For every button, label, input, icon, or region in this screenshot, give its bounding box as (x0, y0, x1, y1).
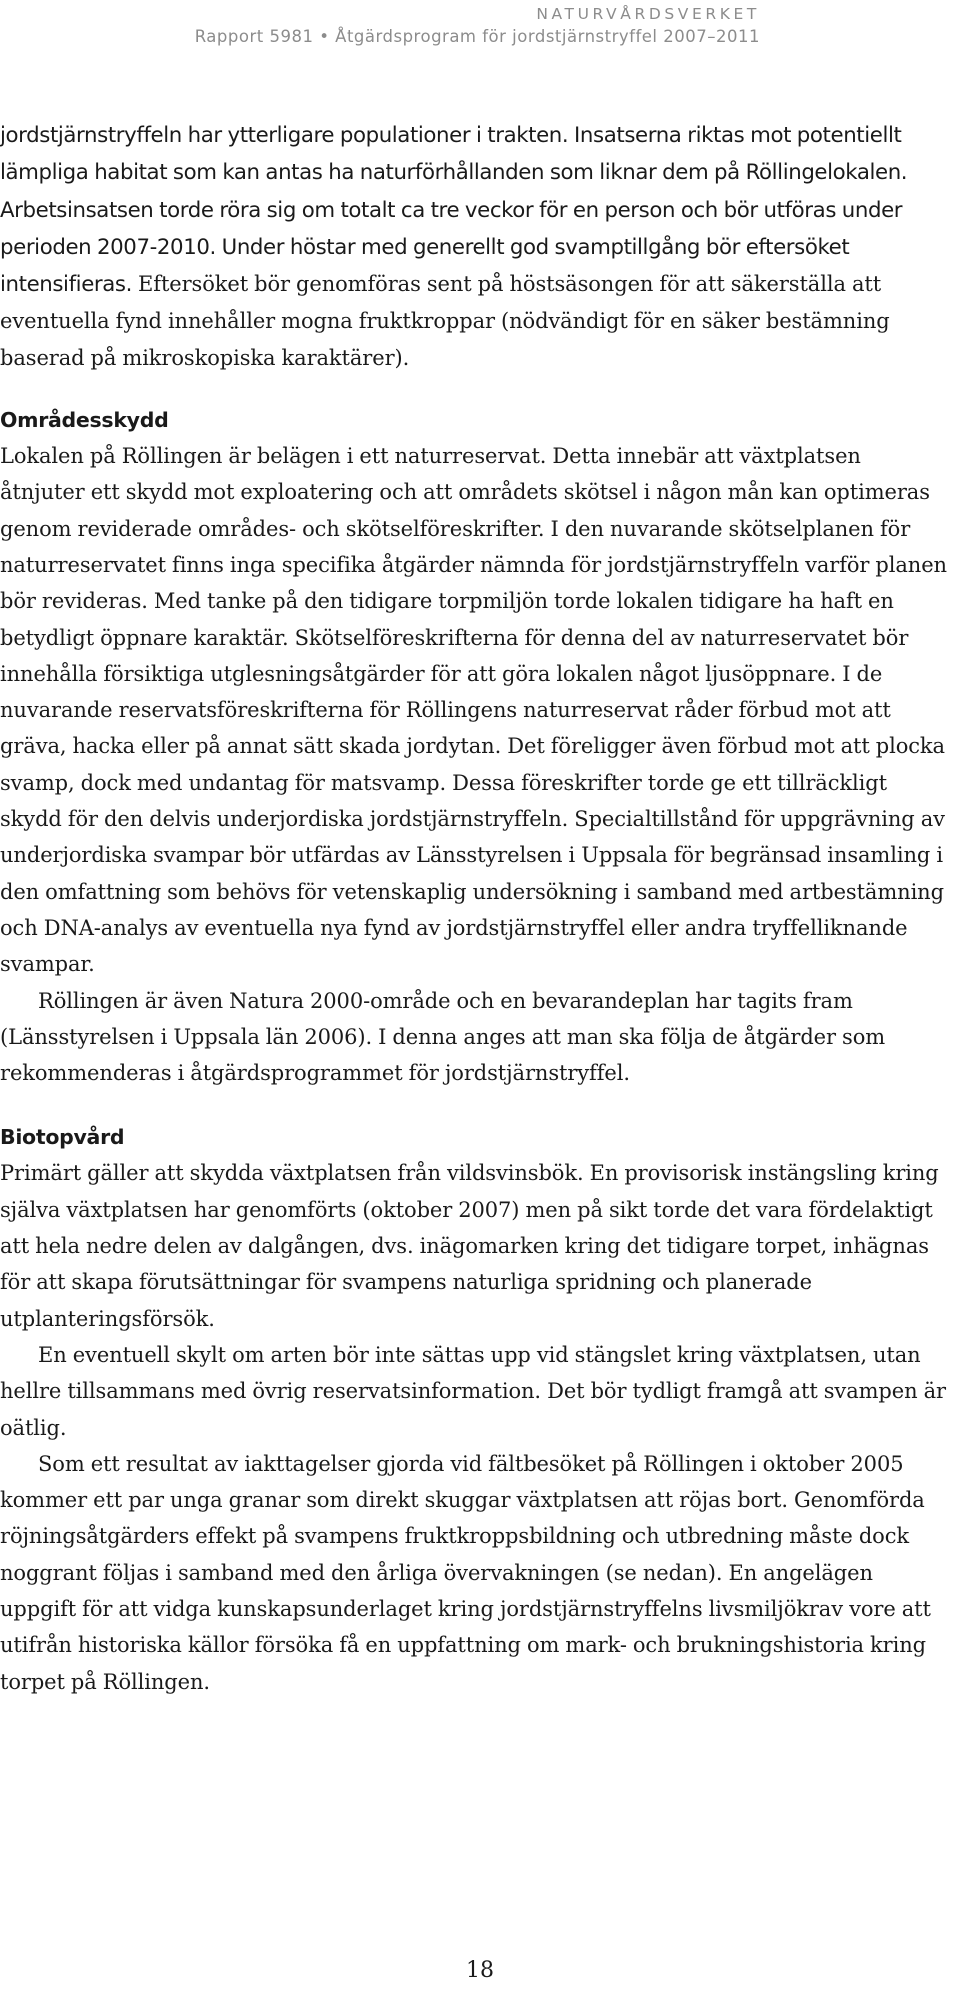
intro-paragraph (0, 117, 950, 376)
section-heading-biotopvard: Biotopvård (0, 1125, 125, 1150)
page-body (0, 117, 950, 1700)
running-header (195, 4, 760, 48)
omradesskydd-paragraph-2: Röllingen är även Natura 2000-område och en bevarandeplan har tagits fram (Länsstyrelsen i Uppsala län 2006). I denna anges att man ska följa de åtgärder som rekommenderas i åtgärdsprogrammet för jordstjärnstryffel. (0, 988, 886, 1086)
publisher-name: NATURVÅRDSVERKET (536, 5, 760, 23)
section-heading-omradesskydd: Områdesskydd (0, 408, 169, 433)
intro-text-sans: jordstjärnstryffeln har ytterligare populationer i trakten. Insatserna riktas mot potentiellt lämpliga habitat som kan antas ha naturförhållanden som liknar dem på Röllingelokalen. Arbetsinsatsen torde röra sig om totalt ca tre veckor för en person och bör utföras under perioden 2007-2010. Under höstar med generellt god svamptillgång bör eftersöket intensifieras. (0, 123, 908, 298)
biotopvard-paragraph-2: En eventuell skylt om arten bör inte sättas upp vid stängslet kring växtplatsen, utan hellre tillsammans med övrig reservatsinformation. Det bör tydligt framgå att svampen är oätlig. (0, 1342, 946, 1440)
page-number: 18 (466, 1958, 494, 1983)
intro-text-serif: Eftersöket bör genomföras sent på höstsäsongen för att säkerställa att eventuella fynd innehåller mogna fruktkroppar (nödvändigt för en säker bestämning baserad på mikroskopiska karaktärer). (0, 272, 890, 370)
biotopvard-paragraph-3: Som ett resultat av iakttagelser gjorda vid fältbesöket på Röllingen i oktober 2005 kommer ett par unga granar som direkt skuggar växtplatsen att röjas bort. Genomförda röjningsåtgärders effekt på svampens fruktkroppsbildning och utbredning måste dock noggrant följas i samband med den årliga övervakningen (se nedan). En angelägen uppgift för att vidga kunskapsunderlaget kring jordstjärnstryffelns livsmiljökrav vore att utifrån historiska källor försöka få en uppfattning om mark- och brukningshistoria kring torpet på Röllingen. (0, 1451, 931, 1694)
biotopvard-paragraph-1: Primärt gäller att skydda växtplatsen från vildsvinsbök. En provisorisk instängsling kring själva växtplatsen har genomförts (oktober 2007) men på sikt torde det vara fördelaktigt att hela nedre delen av dalgången, dvs. inägomarken kring det tidigare torpet, inhägnas för att skapa förutsättningar för svampens naturliga spridning och planerade utplanteringsförsök. (0, 1161, 939, 1331)
omradesskydd-paragraph-1: Lokalen på Röllingen är belägen i ett naturreservat. Detta innebär att växtplatsen åtnjuter ett skydd mot exploatering och att områdets skötsel i någon mån kan optimeras genom reviderade områdes- och skötselföreskrifter. I den nuvarande skötselplanen för naturreservatet finns inga specifika åtgärder nämnda för jordstjärnstryffeln varför planen bör revideras. Med tanke på den tidigare torpmiljön torde lokalen tidigare ha haft en betydligt öppnare karaktär. Skötselföreskrifterna för denna del av naturreservatet bör innehålla försiktiga utglesningsåtgärder för att göra lokalen något ljusöppnare. I de nuvarande reservatsföreskrifterna för Röllingens naturreservat råder förbud mot att gräva, hacka eller på annat sätt skada jordytan. Det föreligger även förbud mot att plocka svamp, dock med undantag för matsvamp. Dessa föreskrifter torde ge ett tillräckligt skydd för den delvis underjordiska jordstjärnstryffeln. Specialtillstånd för uppgrävning av underjordiska svampar bör utfärdas av Länsstyrelsen i Uppsala för begränsad insamling i den omfattning som behövs för vetenskaplig undersökning i samband med artbestämning och DNA-analys av eventuella nya fynd av jordstjärnstryffel eller andra tryffelliknande svampar. (0, 444, 947, 977)
report-title: Rapport 5981 • Åtgärdsprogram för jordstjärnstryffel 2007–2011 (194, 27, 760, 46)
